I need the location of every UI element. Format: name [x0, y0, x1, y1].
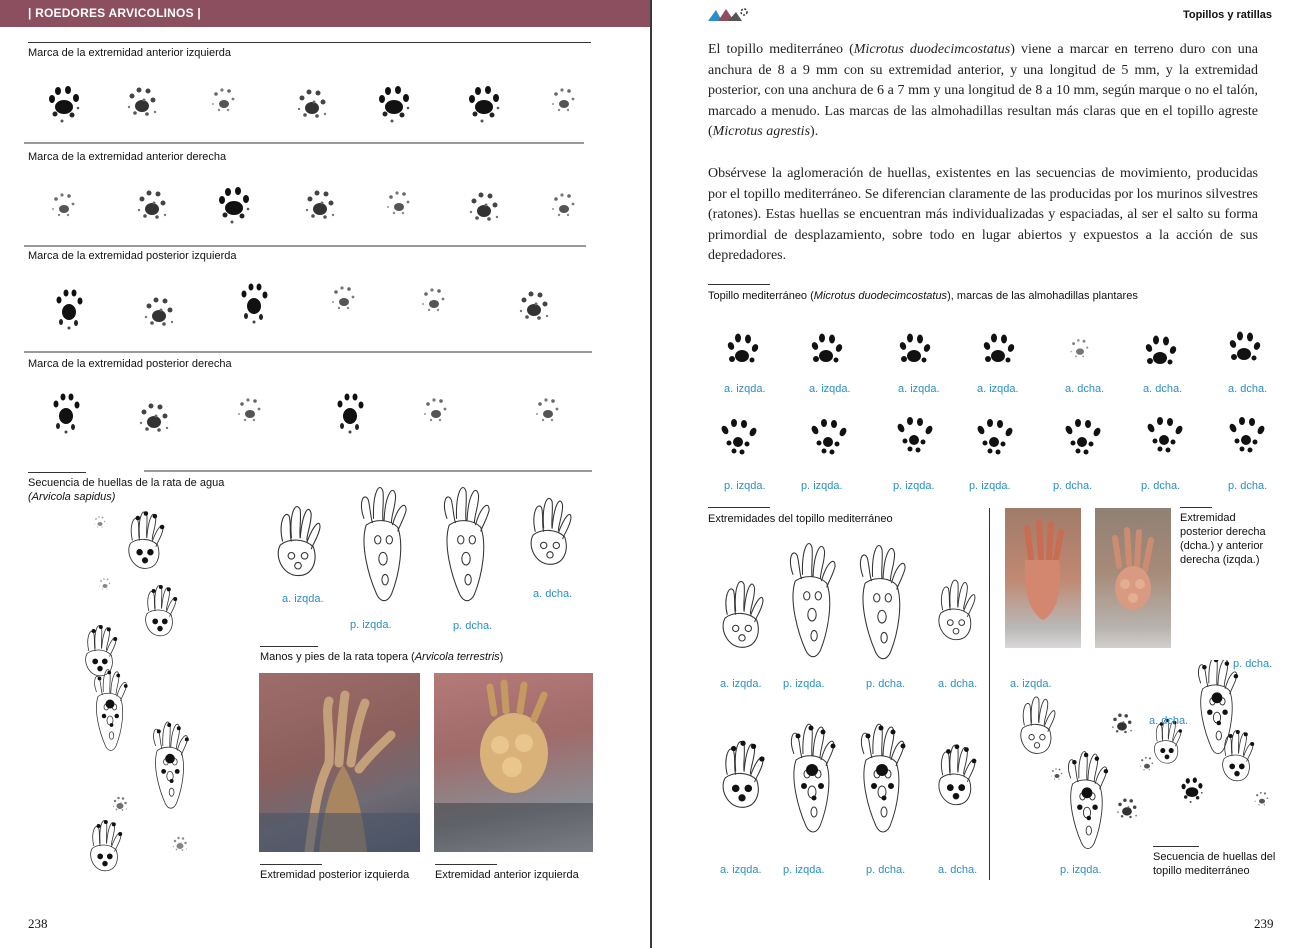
seq-caption-line: Secuencia de huellas del	[1153, 851, 1276, 863]
ext-label: p. dcha.	[866, 678, 906, 690]
section-header-bar	[0, 0, 650, 27]
row-label-anterior-derecha: Marca de la extremidad anterior derecha	[28, 151, 227, 163]
ext-label: p. dcha.	[866, 864, 906, 876]
publisher-logo-icon	[708, 7, 748, 23]
photo-fore-foot-right	[1095, 508, 1171, 648]
photo-hind-foot-right	[1005, 508, 1081, 648]
caption-rule	[708, 507, 770, 508]
body-paragraph-2: Obsérvese la aglomeración de huellas, existentes en las secuencias de movimiento, producidas por el topillo mediterráneo. Se diferencian claramente de las producidas por los murinos silvestres (ratones). Estas huellas se encuentran más individualizadas y espaciadas, al ser el salto su forma primordial de desplazamiento, sobre todo en lugar abiertos y expuestos a la acción de sus depredadores.	[708, 166, 1258, 263]
pad-label: a. izqda.	[724, 383, 766, 395]
track-row-posterior-derecha	[24, 376, 594, 472]
photo-caption-line: derecha (izqda.)	[1180, 554, 1260, 566]
extremities-caption: Extremidades del topillo mediterráneo	[708, 513, 893, 525]
track-row-anterior-izquierda	[24, 62, 594, 144]
section-header-title: | ROEDORES ARVICOLINOS |	[28, 6, 201, 20]
seq-caption	[1153, 850, 1275, 878]
sketch-label-a-dcha: a. dcha.	[533, 588, 573, 600]
caption-rule	[28, 472, 86, 473]
para1-text-a: El topillo mediterráneo (	[708, 42, 854, 57]
ext-label: p. izqda.	[783, 864, 825, 876]
para1-species-2: Microtus agrestis	[712, 124, 811, 139]
ext-label: p. izqda.	[783, 678, 825, 690]
sequence-caption	[28, 476, 224, 504]
seq-label-a-izqda: a. izqda.	[1010, 678, 1052, 690]
sketch-label-a-izqda: a. izqda.	[282, 593, 324, 605]
page-number-left: 238	[28, 916, 48, 931]
row-label-anterior-izquierda: Marca de la extremidad anterior izquierda	[28, 47, 231, 59]
photo-caption-hind: Extremidad posterior izquierda	[260, 869, 410, 881]
photo-caption-line: (dcha.) y anterior	[1180, 540, 1264, 552]
terrestris-caption	[260, 650, 503, 664]
para1-text-b: ) viene a marcar en terreno duro con una anchura de 8 a 9 mm con su extremidad anterior, y una longitud de 5 mm, y la extremidad posterior, con una anchura de 6 a 7 mm y una longitud de 8 a 10 mm, según marque o no el talón, marcado a menudo. Las marcas de las almohadillas resultan más claras que en el topillo agreste (	[708, 42, 1258, 139]
pad-label: p. izqda.	[801, 480, 843, 492]
track-row-anterior-derecha	[24, 165, 594, 247]
pad-label: p. izqda.	[893, 480, 935, 492]
pad-label: p. dcha.	[1053, 480, 1093, 492]
column-divider	[989, 508, 990, 880]
caption-rule	[1153, 846, 1199, 847]
pad-label: a. izqda.	[977, 383, 1019, 395]
pad-label: a. izqda.	[809, 383, 851, 395]
pad-label: a. izqda.	[898, 383, 940, 395]
ext-label: a. dcha.	[938, 678, 978, 690]
seq-label-p-izqda: p. izqda.	[1060, 864, 1102, 876]
ext-label: a. izqda.	[720, 678, 762, 690]
photo-caption-fore: Extremidad anterior izquierda	[435, 869, 579, 881]
page-number-right: 239	[1254, 916, 1274, 931]
seq-label-p-dcha: p. dcha.	[1233, 658, 1273, 670]
pads-caption	[708, 289, 1138, 303]
pads-caption-text-b: ), marcas de las almohadillas plantares	[947, 290, 1138, 302]
sequence-caption-species: (Arvicola sapidus)	[28, 491, 116, 503]
pad-label: p. dcha.	[1141, 480, 1181, 492]
water-rat-sequence-track	[60, 505, 220, 885]
row-label-posterior-derecha: Marca de la extremidad posterior derecha	[28, 358, 232, 370]
topillo-sequence-track	[997, 660, 1287, 870]
ext-label: a. dcha.	[938, 864, 978, 876]
pads-track-grid	[704, 310, 1274, 486]
sketch-label-p-dcha: p. dcha.	[453, 620, 493, 632]
running-head: Topillos y ratillas	[1182, 9, 1272, 21]
right-page	[652, 0, 1302, 948]
terrestris-caption-text: Manos y pies de la rata topera (	[260, 651, 415, 663]
para1-species-1: Microtus duodecimcostatus	[853, 42, 1011, 57]
caption-rule	[435, 864, 497, 865]
caption-rule	[1180, 507, 1212, 508]
pad-label: a. dcha.	[1065, 383, 1105, 395]
row-label-posterior-izquierda: Marca de la extremidad posterior izquierda	[28, 250, 237, 262]
track-row-posterior-izquierda	[24, 266, 594, 354]
para1-text-c: ).	[810, 124, 819, 139]
photo-fore-foot-left	[434, 673, 593, 852]
sketch-label-p-izqda: p. izqda.	[350, 619, 392, 631]
seq-caption-line: topillo mediterráneo	[1153, 865, 1250, 877]
photo-caption-line: posterior derecha	[1180, 526, 1266, 538]
row-rule	[28, 42, 591, 43]
ext-label: a. izqda.	[720, 864, 762, 876]
extremities-sketches	[704, 540, 989, 860]
caption-rule	[260, 864, 322, 865]
pads-caption-species: Microtus duodecimcostatus	[813, 290, 948, 302]
pad-label: p. dcha.	[1228, 480, 1268, 492]
caption-rule	[708, 284, 770, 285]
photo-caption-line: Extremidad	[1180, 512, 1236, 524]
photo-hind-foot-left	[259, 673, 420, 852]
caption-rule	[260, 646, 318, 647]
pad-label: p. izqda.	[969, 480, 1011, 492]
body-paragraph-1	[708, 40, 1258, 143]
seq-label-a-dcha: a. dcha.	[1149, 715, 1189, 727]
pads-caption-text-a: Topillo mediterráneo (	[708, 290, 814, 302]
pad-label: a. dcha.	[1143, 383, 1183, 395]
pad-label: p. izqda.	[724, 480, 766, 492]
photo-caption-right	[1180, 511, 1266, 567]
terrestris-caption-species: Arvicola terrestris	[414, 651, 500, 663]
left-page	[0, 0, 650, 948]
water-rat-paw-sketches	[258, 482, 598, 632]
pad-label: a. dcha.	[1228, 383, 1268, 395]
terrestris-caption-close: )	[499, 651, 504, 663]
sequence-caption-line1: Secuencia de huellas de la rata de agua	[28, 477, 225, 489]
